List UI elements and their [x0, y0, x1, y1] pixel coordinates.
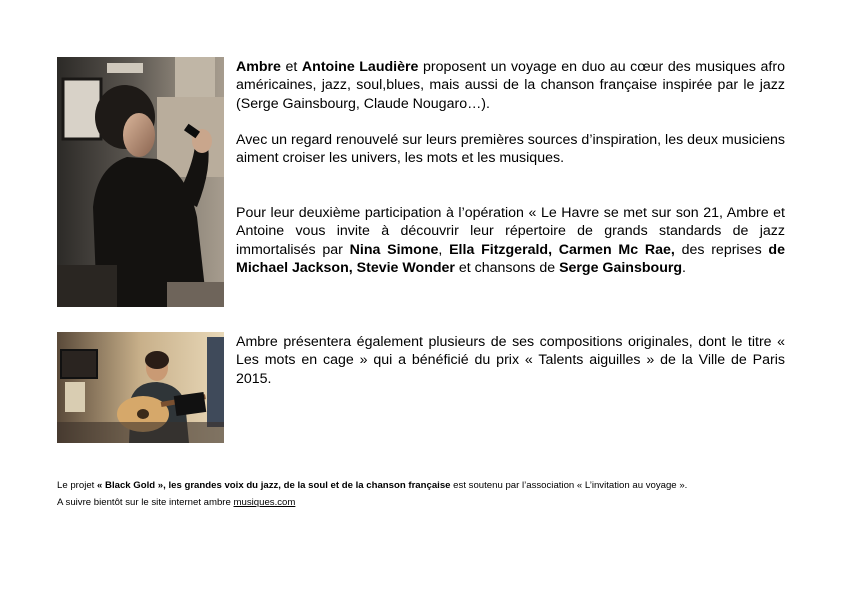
footer-line-2: [57, 494, 797, 511]
covers-text: des reprises: [674, 241, 769, 258]
compositions-paragraph: Ambre présentera également plusieurs de ses compositions originales, dont le titre « Les mots en cage » qui a bénéficié du prix « Talents aiguilles » de la Ville de Paris 2015.: [236, 334, 785, 387]
conjunction: et: [280, 59, 302, 75]
project-name: « Black Gold », les grandes voix du jazz, de la soul et de la chanson française: [97, 480, 451, 491]
inspiration-paragraph: Avec un regard renouvelé sur leurs premières sources d’inspiration, les deux musiciens aiment croiser les univers, les mots et les musiques.: [236, 132, 785, 167]
songs-text: et chansons de: [454, 259, 560, 276]
footer: [57, 477, 797, 511]
intro-paragraph: [236, 58, 785, 113]
period: .: [682, 259, 686, 276]
artist-serge-gainsbourg: Serge Gainsbourg: [559, 259, 683, 276]
artist-name-ambre: Ambre: [236, 59, 281, 75]
artist-name-antoine: Antoine Laudière: [301, 59, 419, 75]
guitarist-photo: [57, 332, 224, 443]
singer-photo: [57, 57, 224, 307]
artist-ella-carmen: Ella Fitzgerald, Carmen Mc Rae,: [449, 241, 675, 258]
repertoire-paragraph: [236, 204, 785, 277]
footer-prefix: Le projet: [57, 480, 98, 491]
repertoire-intro: Pour leur deuxième participation à l’opération « Le Havre se met sur son 21, Ambre et Antoine vous invite à découvrir leur répertoire de grands standards de jazz immortalisés par: [236, 205, 785, 258]
artist-nina-simone: Nina Simone: [349, 241, 439, 258]
separator: ,: [438, 241, 450, 258]
artist-michael-stevie: de Michael Jackson, Stevie Wonder: [236, 241, 785, 276]
footer-suffix: est soutenu par l’association « L’invitation au voyage ».: [450, 480, 688, 491]
website-link[interactable]: musiques.com: [233, 497, 296, 508]
footer-line-1: [57, 477, 797, 494]
footer-website-prefix: A suivre bientôt sur le site internet ambre: [57, 497, 234, 508]
intro-text: proposent un voyage en duo au cœur des musiques afro américaines, jazz, soul,blues, mais aussi de la chanson française inspirée par le jazz (Serge Gainsbourg, Claude Nougaro…).: [236, 59, 785, 112]
